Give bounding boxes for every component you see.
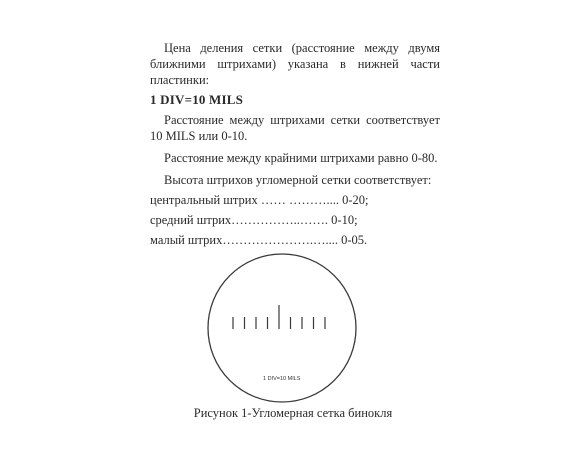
- figure-caption: [0, 406, 572, 421]
- figure-caption-text: Рисунок 1-Угломерная сетка бинокля: [193, 406, 393, 420]
- between-ticks-paragraph: Расстояние между штрихами сетки соответствует 10 MILS или 0-10.: [150, 113, 440, 143]
- tick-height-small: малый штрих………………….….... 0-05.: [150, 233, 368, 247]
- tick-height-central: центральный штрих …… ……….... 0-20;: [150, 193, 369, 207]
- reticle-ticks: [233, 305, 325, 329]
- reticle-plate-text: 1 DIV=10 MILS: [263, 376, 301, 382]
- div-label-heading: 1 DIV=10 MILS: [150, 92, 244, 107]
- between-extremes-paragraph: Расстояние между крайними штрихами равно 0-80.: [164, 151, 438, 165]
- tick-height-medium: средний штрих……………..……. 0-10;: [150, 213, 358, 227]
- intro-paragraph: Цена деления сетки (расстояние между двумя ближними штрихами) указана в нижней части пластинки:: [150, 41, 440, 87]
- tick-heights-heading: Высота штрихов угломерной сетки соответствует:: [164, 173, 432, 187]
